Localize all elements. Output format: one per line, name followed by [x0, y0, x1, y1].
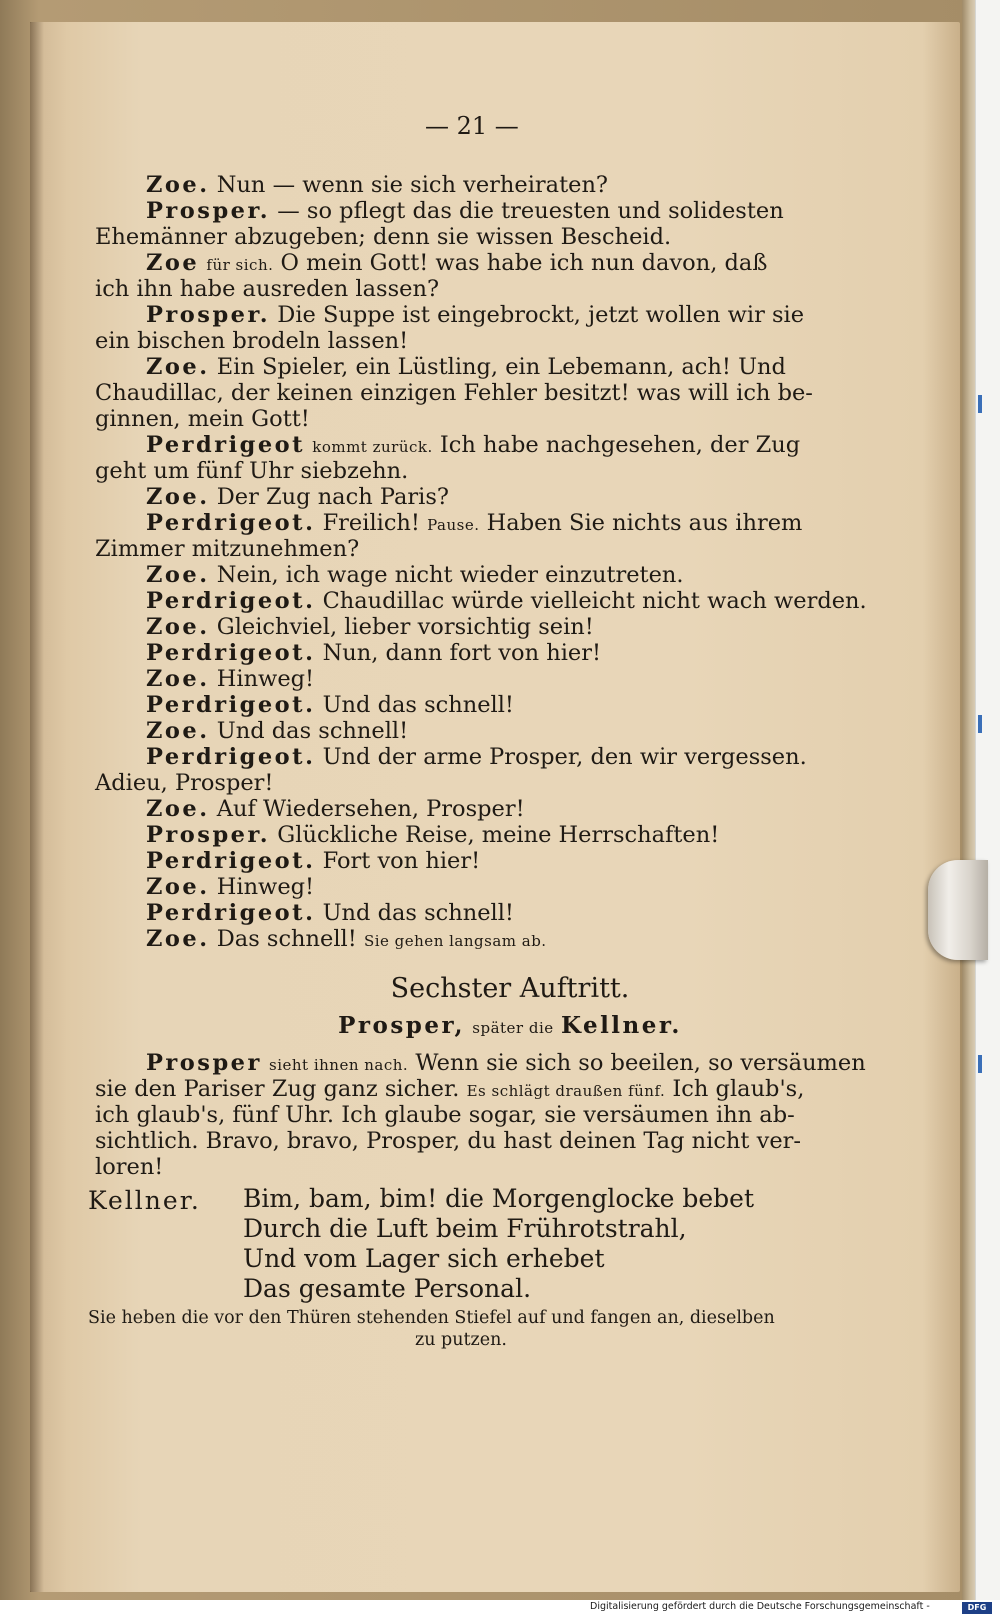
dialogue-line	[95, 1102, 795, 1128]
closing-stage-direction: zu putzen.	[415, 1330, 507, 1350]
dialogue-text: Chaudillac, der keinen einzigen Fehler besitzt! was will ich be-	[95, 380, 813, 406]
dialogue-text: ein bischen brodeln lassen!	[95, 328, 409, 354]
dialogue-line	[146, 562, 684, 588]
dialogue-line	[146, 744, 807, 770]
dialogue-line	[95, 1076, 804, 1104]
page-clip	[928, 860, 988, 960]
dialogue-text: ich ihn habe ausreden lassen?	[95, 276, 440, 302]
dialogue-line	[95, 536, 359, 562]
dialogue-text: Wenn sie sich so beeilen, so versäumen	[415, 1050, 866, 1076]
dialogue-text: O mein Gott! was habe ich nun davon, daß	[280, 250, 768, 276]
speaker-name: Zoe.	[146, 484, 210, 510]
stage-direction: für sich.	[206, 256, 274, 274]
speaker-name: Zoe.	[146, 718, 210, 744]
dialogue-line	[146, 614, 594, 640]
character-name: Kellner.	[560, 1012, 682, 1039]
dialogue-line	[146, 796, 525, 822]
dialogue-text: sichtlich. Bravo, bravo, Prosper, du hast deinen Tag nicht ver-	[95, 1128, 802, 1154]
dialogue-text: Und das schnell!	[322, 900, 514, 926]
dialogue-line	[146, 302, 804, 328]
closing-stage-direction: Sie heben die vor den Thüren stehenden Stiefel auf und fangen an, dieselben	[88, 1308, 775, 1328]
speaker-name: Perdrigeot.	[146, 510, 316, 536]
song-verse: Durch die Luft beim Frührotstrahl,	[243, 1214, 687, 1243]
speaker-name: Zoe	[146, 250, 200, 276]
stage-direction: Es schlägt draußen fünf.	[466, 1082, 666, 1100]
song-verse: Und vom Lager sich erhebet	[243, 1244, 605, 1273]
dialogue-line	[146, 640, 601, 666]
page-number: — 21 —	[425, 112, 519, 140]
dialogue-line	[146, 848, 480, 874]
dialogue-text: ich glaub's, fünf Uhr. Ich glaube sogar, sie versäumen ihn ab-	[95, 1102, 795, 1128]
speaker-name: Perdrigeot.	[146, 692, 316, 718]
dialogue-text: geht um fünf Uhr siebzehn.	[95, 458, 409, 484]
song-verse: Das gesamte Personal.	[243, 1274, 532, 1303]
scene-heading: Sechster Auftritt.	[390, 973, 630, 1004]
speaker-name: Zoe.	[146, 562, 210, 588]
speaker-name: Zoe.	[146, 172, 210, 198]
scan-marker	[978, 395, 982, 413]
dialogue-text: Fort von hier!	[322, 848, 481, 874]
dialogue-line	[95, 406, 310, 432]
spine-shadow	[30, 22, 44, 1592]
dialogue-text: Haben Sie nichts aus ihrem	[486, 510, 803, 536]
dialogue-line	[146, 666, 314, 692]
dialogue-text: Hinweg!	[216, 874, 315, 900]
dialogue-line	[95, 1128, 801, 1154]
dialogue-line	[146, 484, 449, 510]
scene-cast	[0, 1012, 1000, 1039]
dialogue-text: Nein, ich wage nicht wieder einzutreten.	[216, 562, 684, 588]
dialogue-text: Die Suppe ist eingebrockt, jetzt wollen wir sie	[277, 302, 805, 328]
scan-border-strip	[975, 0, 1000, 1600]
dialogue-text: loren!	[95, 1154, 164, 1180]
scan-marker	[978, 715, 982, 733]
dialogue-line	[146, 874, 314, 900]
stage-direction: sieht ihnen nach.	[269, 1056, 409, 1074]
dialogue-text: Ich habe nachgesehen, der Zug	[439, 432, 801, 458]
dialogue-line	[146, 510, 802, 538]
speaker-name: Prosper.	[146, 302, 271, 328]
character-name: Prosper,	[338, 1012, 465, 1039]
dialogue-text: Auf Wiedersehen, Prosper!	[216, 796, 525, 822]
dialogue-line	[146, 692, 514, 718]
dialogue-line	[95, 328, 408, 354]
speaker-name: Zoe.	[146, 354, 210, 380]
dialogue-text: Freilich!	[322, 510, 420, 536]
dialogue-text: Hinweg!	[216, 666, 315, 692]
speaker-name: Zoe.	[146, 666, 210, 692]
dialogue-line	[146, 588, 867, 614]
speaker-name: Zoe.	[146, 796, 210, 822]
dialogue-text: Ein Spieler, ein Lüstling, ein Lebemann, ach! Und	[216, 354, 786, 380]
dialogue-text: — so pflegt das die treuesten und solidesten	[277, 198, 784, 224]
dialogue-text: Und der arme Prosper, den wir vergessen.	[322, 744, 807, 770]
scan-marker	[978, 1055, 982, 1073]
stage-direction: kommt zurück.	[312, 438, 433, 456]
dialogue-line	[95, 458, 408, 484]
dialogue-line	[146, 1050, 866, 1078]
book-cover-edge	[962, 0, 975, 1600]
dialogue-text: Gleichviel, lieber vorsichtig sein!	[216, 614, 594, 640]
dialogue-text: Chaudillac würde vielleicht nicht wach werden.	[322, 588, 867, 614]
speaker-name: Perdrigeot.	[146, 900, 316, 926]
dialogue-line	[146, 432, 800, 460]
song-verse: Bim, bam, bim! die Morgenglocke bebet	[243, 1184, 754, 1213]
dialogue-line	[95, 224, 671, 250]
dialogue-line	[95, 380, 813, 406]
dialogue-line	[146, 250, 767, 278]
speaker-name: Prosper	[146, 1050, 262, 1076]
dialogue-text: Und das schnell!	[216, 718, 409, 744]
dialogue-text: Das schnell!	[216, 926, 357, 952]
dialogue-text: Zimmer mitzunehmen?	[95, 536, 360, 562]
dialogue-line	[146, 900, 514, 926]
dialogue-line	[95, 276, 439, 302]
speaker-name: Perdrigeot.	[146, 848, 316, 874]
stage-direction: Sie gehen langsam ab.	[363, 932, 547, 950]
dialogue-text: Ehemänner abzugeben; denn sie wissen Bescheid.	[95, 224, 672, 250]
dialogue-line	[146, 718, 408, 744]
dialogue-line	[146, 198, 784, 224]
dialogue-text: Glückliche Reise, meine Herrschaften!	[277, 822, 720, 848]
speaker-name: Prosper.	[146, 822, 271, 848]
dialogue-line	[146, 822, 719, 848]
speaker-name: Perdrigeot.	[146, 744, 316, 770]
speaker-name: Zoe.	[146, 926, 210, 952]
speaker-name: Zoe.	[146, 614, 210, 640]
dialogue-text: sie den Pariser Zug ganz sicher.	[95, 1076, 460, 1102]
speaker-name: Perdrigeot.	[146, 588, 316, 614]
dialogue-text: Der Zug nach Paris?	[216, 484, 449, 510]
digitization-credit: Digitalisierung gefördert durch die Deutsche Forschungsgemeinschaft -	[590, 1601, 930, 1612]
dialogue-text: Nun — wenn sie sich verheiraten?	[216, 172, 608, 198]
stage-direction: Pause.	[427, 516, 480, 534]
speaker-name: Perdrigeot.	[146, 640, 316, 666]
song-speaker: Kellner.	[88, 1186, 201, 1215]
dialogue-text: Ich glaub's,	[672, 1076, 805, 1102]
dfg-logo: DFG	[962, 1602, 992, 1614]
speaker-name: Zoe.	[146, 874, 210, 900]
dialogue-text: ginnen, mein Gott!	[95, 406, 310, 432]
speaker-name: Perdrigeot	[146, 432, 306, 458]
dialogue-line	[95, 770, 273, 796]
speaker-name: Prosper.	[146, 198, 271, 224]
dialogue-text: Und das schnell!	[322, 692, 514, 718]
dialogue-text: Adieu, Prosper!	[95, 770, 274, 796]
dialogue-text: Nun, dann fort von hier!	[322, 640, 602, 666]
dialogue-line	[146, 926, 547, 954]
dialogue-line	[146, 354, 786, 380]
dialogue-line	[146, 172, 608, 198]
stage-direction: später die	[472, 1019, 554, 1037]
dialogue-line	[95, 1154, 163, 1180]
